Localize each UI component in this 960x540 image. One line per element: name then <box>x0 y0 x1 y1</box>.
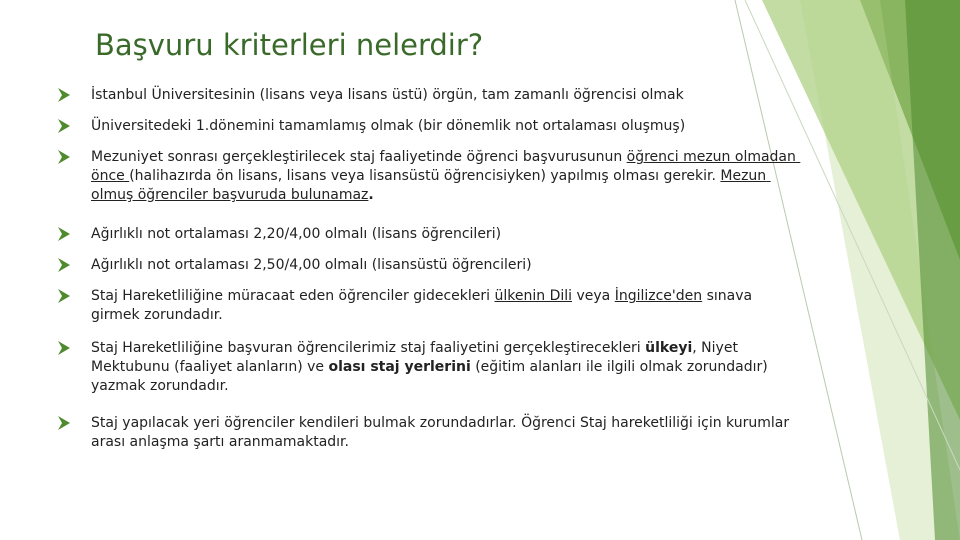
text-segment: (halihazırda ön lisans, lisans veya lisansüstü öğrencisiyken) yapılmış olması gerekir. <box>129 168 721 184</box>
text-segment: Staj yapılacak yeri öğrenciler kendileri bulmak zorundadırlar. Öğrenci Staj hareketliliği için kurumlar arası anlaşma şartı aranmamaktadır. <box>91 415 794 450</box>
list-item <box>58 86 798 105</box>
text-segment: öğrenci mezun olmadan önce <box>91 149 801 184</box>
arrow-bullet-icon <box>58 341 70 355</box>
text-segment: Üniversitedeki 1.dönemini tamamlamış olmak (bir dönemlik not ortalaması oluşmuş) <box>91 118 686 134</box>
arrow-bullet-icon <box>58 88 70 102</box>
text-segment: Mezuniyet sonrası gerçekleştirilecek staj faaliyetinde öğrenci başvurusunun <box>91 149 627 165</box>
criteria-list <box>58 86 801 452</box>
text-segment: sınava girmek zorundadır. <box>91 288 757 323</box>
text-segment: Staj Hareketliliğine başvuran öğrencilerimiz staj faaliyetini gerçekleştirecekleri <box>91 340 646 356</box>
arrow-bullet-icon <box>58 258 70 272</box>
list-item-text <box>91 288 757 323</box>
list-item <box>58 117 798 136</box>
list-item <box>58 414 798 452</box>
text-segment: . <box>368 187 374 203</box>
list-item <box>58 256 798 275</box>
list-item <box>58 148 801 205</box>
arrow-bullet-icon <box>58 289 70 303</box>
list-item <box>58 339 798 396</box>
text-segment: İngilizce'den <box>614 288 703 304</box>
slide-title: Başvuru kriterleri nelerdir? <box>95 28 484 62</box>
list-item-text <box>91 257 532 273</box>
text-segment: (eğitim alanları ile ilgili olmak zorundadır) yazmak zorundadır. <box>91 359 773 394</box>
arrow-bullet-icon <box>58 416 70 430</box>
text-segment: olası staj yerlerini <box>328 359 471 375</box>
list-item-text <box>91 340 772 394</box>
text-segment: Mezun olmuş öğrenciler başvuruda bulunamaz <box>91 168 771 203</box>
text-segment: İstanbul Üniversitesinin (lisans veya lisans üstü) örgün, tam zamanlı öğrencisi olmak <box>91 87 684 103</box>
list-item <box>58 225 798 244</box>
list-item-text <box>91 118 685 134</box>
list-item-text <box>91 149 800 203</box>
list-item <box>58 287 798 325</box>
arrow-bullet-icon <box>58 150 70 164</box>
text-segment: Ağırlıklı not ortalaması 2,50/4,00 olmalı (lisansüstü öğrencileri) <box>91 257 532 273</box>
text-segment: Ağırlıklı not ortalaması 2,20/4,00 olmalı (lisans öğrencileri) <box>91 226 502 242</box>
list-item-text <box>91 415 794 450</box>
text-segment: veya <box>572 288 615 304</box>
text-segment: ülkenin Dili <box>494 288 573 304</box>
list-item-text <box>91 87 684 103</box>
text-segment: ülkeyi <box>645 340 693 356</box>
arrow-bullet-icon <box>58 119 70 133</box>
arrow-bullet-icon <box>58 227 70 241</box>
text-segment: Staj Hareketliliğine müracaat eden öğrenciler gidecekleri <box>91 288 495 304</box>
text-segment: , Niyet Mektubunu (faaliyet alanların) ve <box>91 340 743 375</box>
list-item-text <box>91 226 501 242</box>
